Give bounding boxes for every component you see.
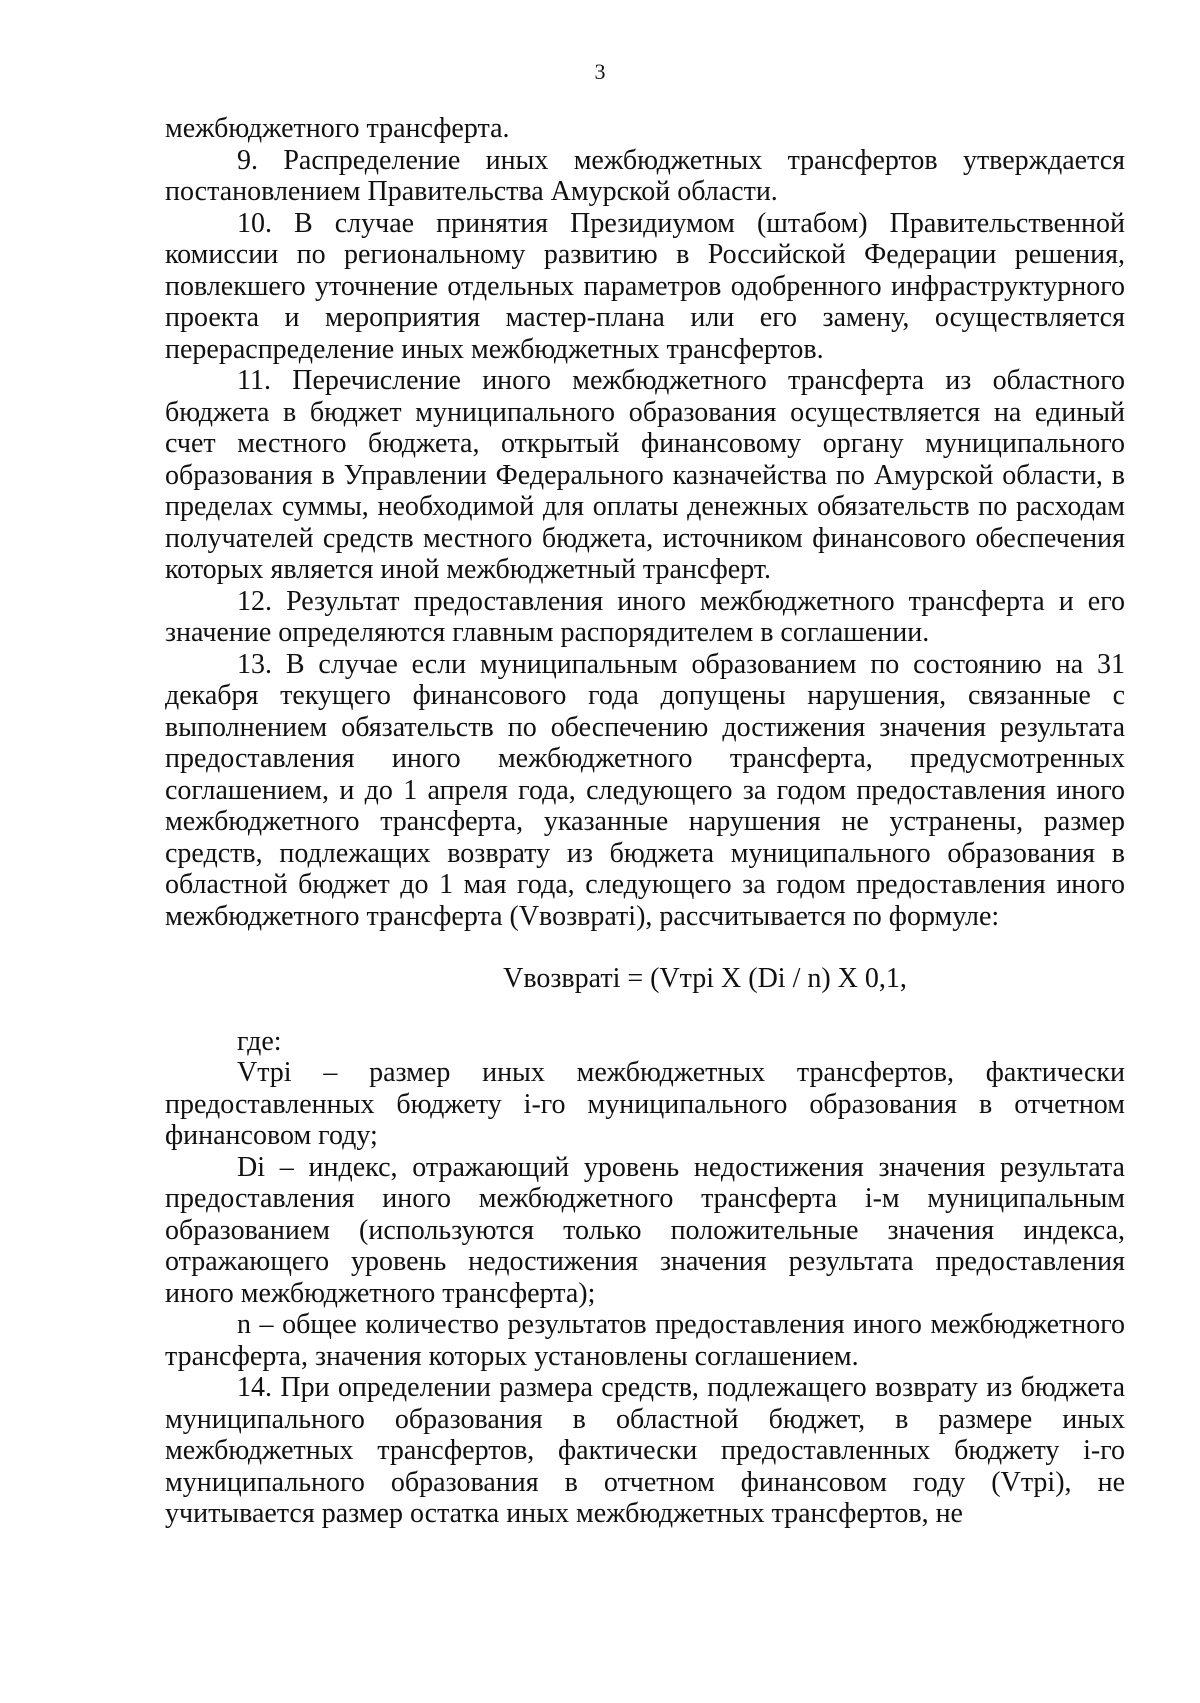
paragraph-13: 13. В случае если муниципальным образованием по состоянию на 31 декабря текущего финансового года допущены нарушения, связанные с выполнением обязательств по обеспечению достижения значения результата предоставления иного межбюджетного трансферта, предусмотренных соглашением, и до 1 апреля года, следующего за годом предоставления иного межбюджетного трансферта, указанные нарушения не устранены, размер средств, подлежащих возврату из бюджета муниципального образования в областной бюджет до 1 мая года, следующего за годом предоставления иного межбюджетного трансферта (Vвозвратi), рассчитывается по формуле: — [165, 648, 1125, 932]
return-formula: Vвозвратi = (Vтрi X (Di / n) X 0,1, — [503, 963, 907, 994]
paragraph-12: 12. Результат предоставления иного межбюджетного трансферта и его значение определяются главным распорядителем в соглашении. — [165, 585, 1125, 648]
paragraph-10: 10. В случае принятия Президиумом (штабом) Правительственной комиссии по региональному развитию в Российской Федерации решения, повлекшего уточнение отдельных параметров одобренного инфраструктурного проекта и мероприятия мастер-плана или его замену, осуществляется перераспределение иных межбюджетных трансфертов. — [165, 207, 1125, 365]
definition-vtri: Vтрi – размер иных межбюджетных трансфертов, фактически предоставленных бюджету i-го муниципального образования в отчетном финансовом году; — [165, 1057, 1125, 1151]
paragraph-9: 9. Распределение иных межбюджетных трансфертов утверждается постановлением Правительства Амурской области. — [165, 144, 1125, 207]
page-number: 3 — [594, 59, 606, 84]
where-label: где: — [237, 1025, 282, 1057]
document-body — [165, 113, 1125, 1530]
paragraph-14: 14. При определении размера средств, подлежащего возврату из бюджета муниципального образования в областной бюджет, в размере иных межбюджетных трансфертов, фактически предоставленных бюджету i-го муниципального образования в отчетном финансовом году (Vтрi), не учитывается размер остатка иных межбюджетных трансфертов, не — [165, 1372, 1125, 1529]
paragraph-11: 11. Перечисление иного межбюджетного трансферта из областного бюджета в бюджет муниципального образования осуществляется на единый счет местного бюджета, открытый финансовому органу муниципального образования в Управлении Федерального казначейства по Амурской области, в пределах суммы, необходимой для оплаты денежных обязательств по расходам получателей средств местного бюджета, источником финансового обеспечения которых является иной межбюджетный трансферт. — [165, 365, 1125, 585]
definition-n: n – общее количество результатов предоставления иного межбюджетного трансферта, значения которых установлены соглашением. — [165, 1309, 1125, 1372]
paragraph-continuation: межбюджетного трансферта. — [165, 113, 510, 144]
definition-di: Di – индекс, отражающий уровень недостижения значения результата предоставления иного межбюджетного трансферта i-м муниципальным образованием (используются только положительные значения индекса, отражающего уровень недостижения значения результата предоставления иного межбюджетного трансферта); — [165, 1151, 1125, 1309]
